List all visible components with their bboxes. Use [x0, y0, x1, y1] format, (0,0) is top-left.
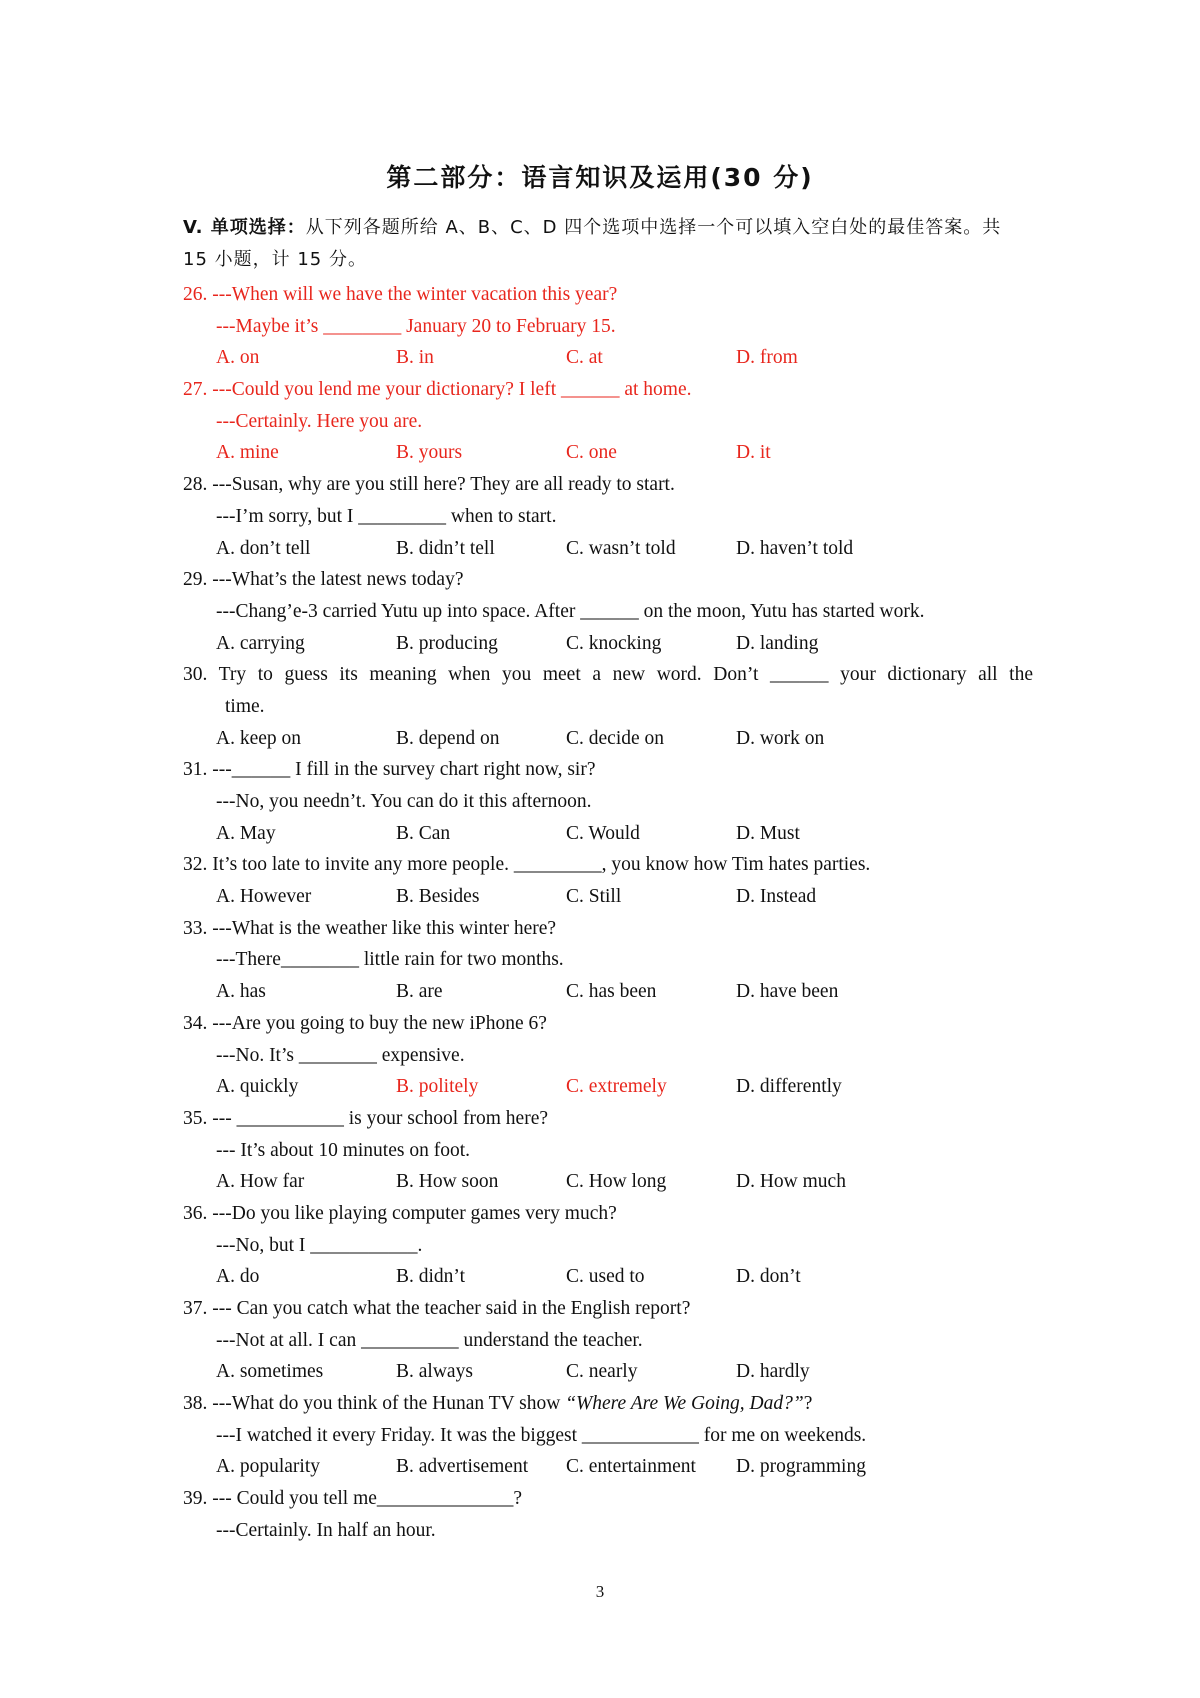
option-d[interactable]: D. programming	[736, 1456, 866, 1478]
question-29-stem-1: 29. ---What’s the latest news today?	[183, 569, 464, 591]
instructions	[183, 212, 1025, 276]
option-d[interactable]: D. Instead	[736, 886, 817, 908]
question-32-options	[183, 881, 1033, 913]
question-33-stem-2: ---There________ little rain for two months.	[216, 949, 564, 971]
page-number: 3	[595, 1582, 605, 1601]
option-c[interactable]: C. extremely	[566, 1076, 667, 1098]
question-26-stem-1: 26. ---When will we have the winter vacation this year?	[183, 284, 618, 305]
option-b[interactable]: B. yours	[396, 442, 463, 464]
question-27-stem-1: 27. ---Could you lend me your dictionary? I left ______ at home.	[183, 379, 692, 401]
question-38-stem-1-pre: 38. ---What do you think of the Hunan TV show	[183, 1393, 566, 1415]
option-b[interactable]: B. didn’t	[396, 1266, 465, 1288]
option-b[interactable]: B. producing	[396, 632, 498, 654]
question-38-stem-1-post: ?	[803, 1393, 813, 1415]
question-28-stem-1: 28. ---Susan, why are you still here? They are all ready to start.	[183, 474, 675, 496]
option-c[interactable]: C. used to	[566, 1266, 645, 1288]
question-36-options	[183, 1261, 1033, 1293]
option-a[interactable]: A. However	[216, 886, 312, 908]
option-d[interactable]: D. from	[736, 347, 798, 369]
question-29-options	[183, 628, 1033, 660]
option-a[interactable]: A. May	[216, 822, 276, 844]
question-27-stem-2: ---Certainly. Here you are.	[216, 410, 423, 432]
option-c[interactable]: C. decide on	[566, 727, 665, 749]
option-c[interactable]: C. entertainment	[566, 1456, 696, 1478]
question-27-options	[183, 437, 1033, 469]
question-34-stem-1: 34. ---Are you going to buy the new iPhone 6?	[183, 1012, 547, 1034]
option-a[interactable]: A. quickly	[216, 1076, 299, 1098]
option-d[interactable]: D. work on	[736, 727, 825, 749]
question-38-show-title: “Where Are We Going, Dad?”	[565, 1393, 804, 1415]
option-b[interactable]: B. in	[396, 347, 434, 369]
question-36-stem-2: ---No, but I ___________.	[216, 1234, 423, 1256]
question-35-stem-1: 35. --- ___________ is your school from here?	[183, 1107, 549, 1129]
question-34-options	[183, 1071, 1033, 1103]
question-37-stem-1: 37. --- Can you catch what the teacher said in the English report?	[183, 1298, 691, 1319]
question-30-stem-2: time.	[225, 695, 265, 717]
question-31-stem-1: 31. ---______ I fill in the survey chart right now, sir?	[183, 759, 596, 781]
section-title: 第二部分：语言知识及运用(30 分)	[386, 163, 814, 192]
option-b[interactable]: B. are	[396, 981, 443, 1003]
question-37-options	[183, 1356, 1033, 1388]
option-a[interactable]: A. keep on	[216, 727, 302, 749]
option-a[interactable]: A. has	[216, 981, 266, 1003]
option-b[interactable]: B. How soon	[396, 1171, 499, 1193]
option-b[interactable]: B. Besides	[396, 886, 480, 908]
option-d[interactable]: D. it	[736, 442, 771, 464]
option-c[interactable]: C. one	[566, 442, 617, 464]
question-39-stem-1: 39. --- Could you tell me______________?	[183, 1488, 523, 1510]
option-c[interactable]: C. has been	[566, 981, 657, 1003]
question-31-options	[183, 818, 1033, 850]
question-37-stem-2: ---Not at all. I can __________ understand the teacher.	[216, 1329, 643, 1351]
question-28-options	[183, 533, 1033, 565]
question-30-options	[183, 723, 1033, 755]
option-d[interactable]: D. haven’t told	[736, 537, 854, 559]
instructions-heading: V. 单项选择：	[183, 217, 306, 238]
option-c[interactable]: C. How long	[566, 1171, 667, 1193]
question-38-stem-1	[183, 1388, 1033, 1420]
instructions-text: 从下列各题所给 A、B、C、D 四个选项中选择一个可以填入空白处的最佳答案。共 15 小题，计 15 分。	[183, 217, 1002, 270]
option-a[interactable]: A. don’t tell	[216, 537, 311, 559]
question-39-stem-2: ---Certainly. In half an hour.	[216, 1519, 436, 1541]
option-c[interactable]: C. at	[566, 347, 603, 369]
option-c[interactable]: C. Would	[566, 822, 640, 844]
option-d[interactable]: D. How much	[736, 1171, 846, 1193]
option-d[interactable]: D. have been	[736, 981, 839, 1003]
option-c[interactable]: C. nearly	[566, 1361, 638, 1383]
option-a[interactable]: A. on	[216, 347, 260, 369]
option-d[interactable]: D. landing	[736, 632, 819, 654]
question-36-stem-1: 36. ---Do you like playing computer games very much?	[183, 1202, 617, 1224]
option-c[interactable]: C. wasn’t told	[566, 537, 676, 559]
option-d[interactable]: D. Must	[736, 822, 800, 844]
option-d[interactable]: D. hardly	[736, 1361, 810, 1383]
question-34-stem-2: ---No. It’s ________ expensive.	[216, 1044, 465, 1066]
option-b[interactable]: B. Can	[396, 822, 451, 844]
question-33-options	[183, 976, 1033, 1008]
option-d[interactable]: D. differently	[736, 1076, 842, 1098]
question-38-options	[183, 1451, 1033, 1483]
option-b[interactable]: B. depend on	[396, 727, 500, 749]
question-35-stem-2: --- It’s about 10 minutes on foot.	[216, 1139, 471, 1161]
question-list	[183, 279, 1033, 1547]
question-38-stem-2: ---I watched it every Friday. It was the biggest ____________ for me on weekends.	[216, 1424, 867, 1446]
option-b[interactable]: B. didn’t tell	[396, 537, 495, 559]
option-a[interactable]: A. popularity	[216, 1456, 320, 1478]
option-d[interactable]: D. don’t	[736, 1266, 801, 1288]
option-b[interactable]: B. advertisement	[396, 1456, 529, 1478]
option-b[interactable]: B. always	[396, 1361, 473, 1383]
question-32-stem-1: 32. It’s too late to invite any more people. _________, you know how Tim hates parties.	[183, 854, 871, 876]
question-29-stem-2: ---Chang’e-3 carried Yutu up into space. After ______ on the moon, Yutu has started work.	[216, 600, 925, 622]
question-28-stem-2: ---I’m sorry, but I _________ when to start.	[216, 505, 557, 527]
option-c[interactable]: C. knocking	[566, 632, 662, 654]
question-26-options	[183, 342, 1033, 374]
option-c[interactable]: C. Still	[566, 886, 622, 908]
option-a[interactable]: A. mine	[216, 442, 279, 464]
option-b[interactable]: B. politely	[396, 1076, 479, 1098]
question-30-stem-1: 30. Try to guess its meaning when you meet a new word. Don’t ______ your dictionary all the	[183, 664, 1033, 686]
option-a[interactable]: A. sometimes	[216, 1361, 324, 1383]
option-a[interactable]: A. How far	[216, 1171, 305, 1193]
option-a[interactable]: A. do	[216, 1266, 260, 1288]
question-31-stem-2: ---No, you needn’t. You can do it this afternoon.	[216, 791, 592, 812]
option-a[interactable]: A. carrying	[216, 632, 305, 654]
question-33-stem-1: 33. ---What is the weather like this winter here?	[183, 917, 557, 939]
question-35-options	[183, 1166, 1033, 1198]
question-26-stem-2: ---Maybe it’s ________ January 20 to February 15.	[216, 315, 616, 337]
